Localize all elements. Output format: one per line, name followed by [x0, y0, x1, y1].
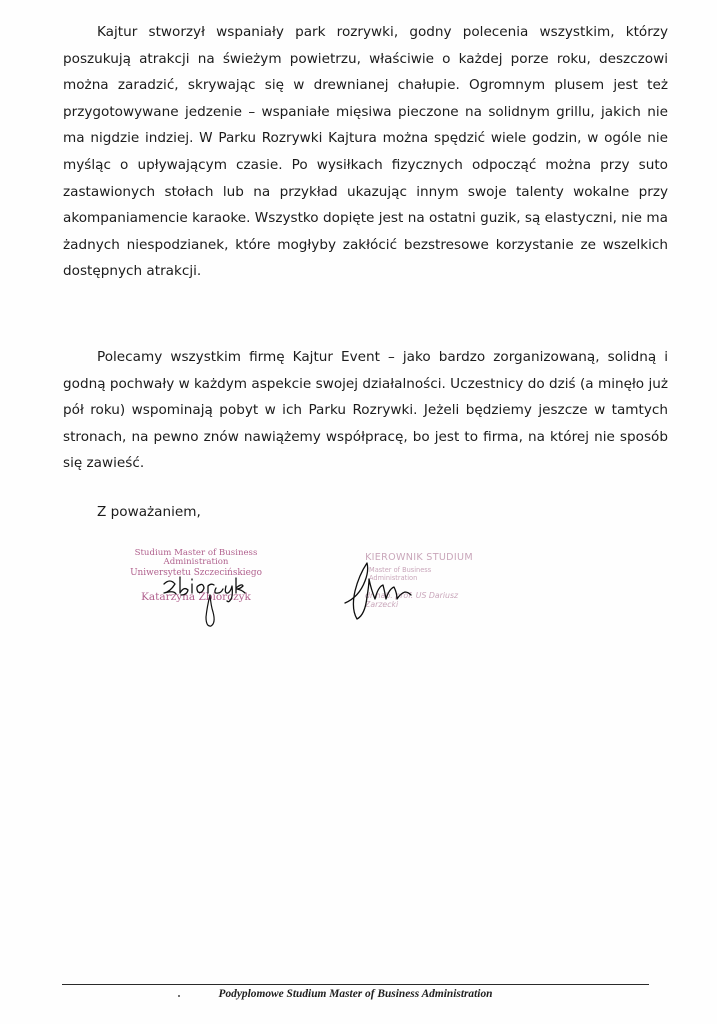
- paragraph-1: Kajtur stworzył wspaniały park rozrywki, godny polecenia wszystkim, którzy poszukują atrakcji na świeżym powietrzu, właściwie o każdej porze roku, deszczowi można zaradzić, skrywając się w drewnianej chałupie. Ogromnym plusem jest też przygotowywane jedzenie – wspaniałe mięsiwa pieczone na solidnym grillu, jakich nie ma nigdzie indziej. W Parku Rozrywki Kajtura można spędzić wiele godzin, w ogóle nie myśląc o upływającym czasie. Po wysiłkach fizycznych odpocząć można przy suto zastawionych stołach lub na przykład ukazując innym swoje talenty wokalne przy akompaniamencie karaoke. Wszystko dopięte jest na ostatni guzik, są elastyczni, nie ma żadnych niespodzianek, które mogłyby zakłócić bezstresowe korzystanie ze wszelkich dostępnych atrakcji.: [63, 24, 668, 280]
- left-stamp-line-1: Studium Master of Business Administration: [134, 548, 258, 568]
- right-stamp-title: KIEROWNIK STUDIUM: [365, 552, 473, 563]
- right-stamp-name: dr hab. prof. US Dariusz Zarzecki: [365, 591, 459, 609]
- left-handwritten-signature: [150, 560, 270, 630]
- right-handwritten-signature: [340, 553, 415, 621]
- closing-salutation: Z poważaniem,: [97, 504, 201, 520]
- right-stamp-subtitle: Master of Business Administration: [369, 566, 432, 582]
- footer-institution: Podyplomowe Studium Master of Business Administration: [218, 988, 493, 1000]
- paragraph-2: Polecamy wszystkim firmę Kajtur Event – jako bardzo zorganizowaną, solidną i godną pochwały w każdym aspekcie swojej działalności. Uczestnicy do dziś (a minęło już pół roku) wspominają pobyt w ich Parku Rozrywki. Jeżeli będziemy jeszcze w tamtych stronach, na pewno znów nawiążemy współpracę, bo jest to firma, na której nie sposób się zawieść.: [63, 349, 668, 472]
- left-stamp-name: Katarzyna Zbiorczyk: [141, 590, 251, 603]
- left-stamp-line-2: Uniwersytetu Szczecińskiego: [130, 567, 262, 578]
- footer-divider: [62, 984, 649, 985]
